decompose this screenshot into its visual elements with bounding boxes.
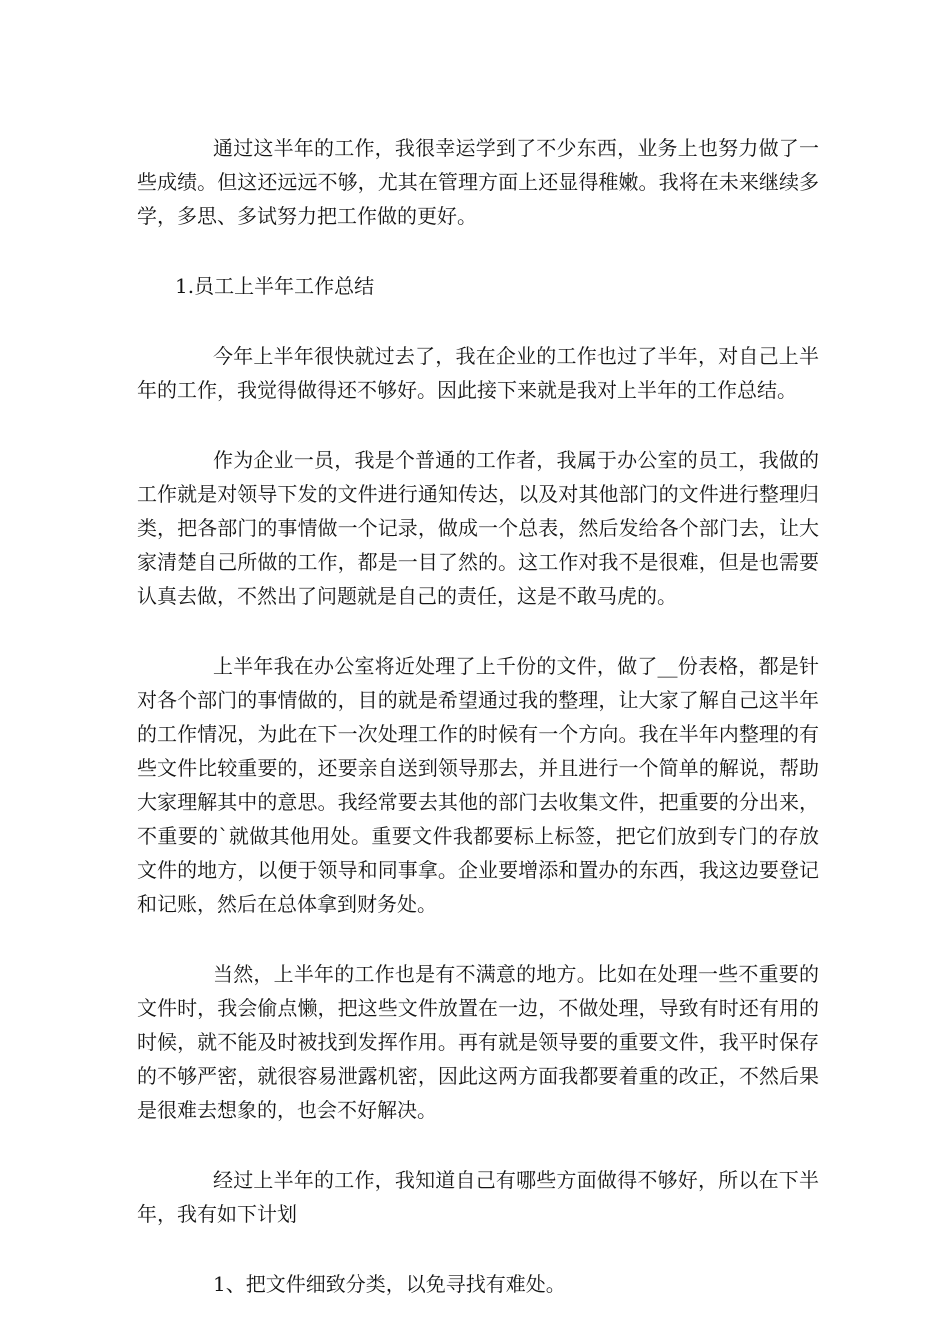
paragraph-job-description: 作为企业一员，我是个普通的工作者，我属于办公室的员工，我做的工作就是对领导下发的文件进行通知传达，以及对其他部门的文件进行整理归类，把各部门的事情做一个记录，做成一个总表，然后发给各个部门去，让大家清楚自己所做的工作，都是一目了然的。这工作对我不是很难，但是也需要认真去做，不然出了问题就是自己的责任，这是不敢马虎的。 bbox=[137, 448, 819, 608]
paragraph-plan-intro: 经过上半年的工作，我知道自己有哪些方面做得不够好，所以在下半年，我有如下计划 bbox=[137, 1168, 819, 1226]
paragraph-work-done: 上半年我在办公室将近处理了上千份的文件，做了__份表格，都是针对各个部门的事情做的，目的就是希望通过我的整理，让大家了解自己这半年的工作情况，为此在下一次处理工作的时候有一个方向。我在半年内整理的有些文件比较重要的，还要亲自送到领导那去，并且进行一个简单的解说，帮助大家理解其中的意思。我经常要去其他的部门去收集文件，把重要的分出来，不重要的`就做其他用处。重要文件我都要标上标签，把它们放到专门的存放文件的地方，以便于领导和同事拿。企业要增添和置办的东西，我这边要登记和记账，然后在总体拿到财务处。 bbox=[137, 654, 819, 916]
paragraph-intro: 通过这半年的工作，我很幸运学到了不少东西，业务上也努力做了一些成绩。但这还远远不够，尤其在管理方面上还显得稚嫩。我将在未来继续多学，多思、多试努力把工作做的更好。 bbox=[137, 136, 819, 228]
paragraph-shortcomings: 当然，上半年的工作也是有不满意的地方。比如在处理一些不重要的文件时，我会偷点懒，把这些文件放置在一边，不做处理，导致有时还有用的时候，就不能及时被找到发挥作用。再有就是领导要的重要文件，我平时保存的不够严密，就很容易泄露机密，因此这两方面我都要着重的改正，不然后果是很难去想象的，也会不好解决。 bbox=[137, 962, 819, 1122]
section-heading: 1.员工上半年工作总结 bbox=[175, 274, 375, 298]
paragraph-summary-intro: 今年上半年很快就过去了，我在企业的工作也过了半年，对自己上半年的工作，我觉得做得还不够好。因此接下来就是我对上半年的工作总结。 bbox=[137, 344, 819, 402]
plan-item-1: 1、把文件细致分类，以免寻找有难处。 bbox=[213, 1272, 566, 1296]
document-body bbox=[137, 131, 819, 1301]
